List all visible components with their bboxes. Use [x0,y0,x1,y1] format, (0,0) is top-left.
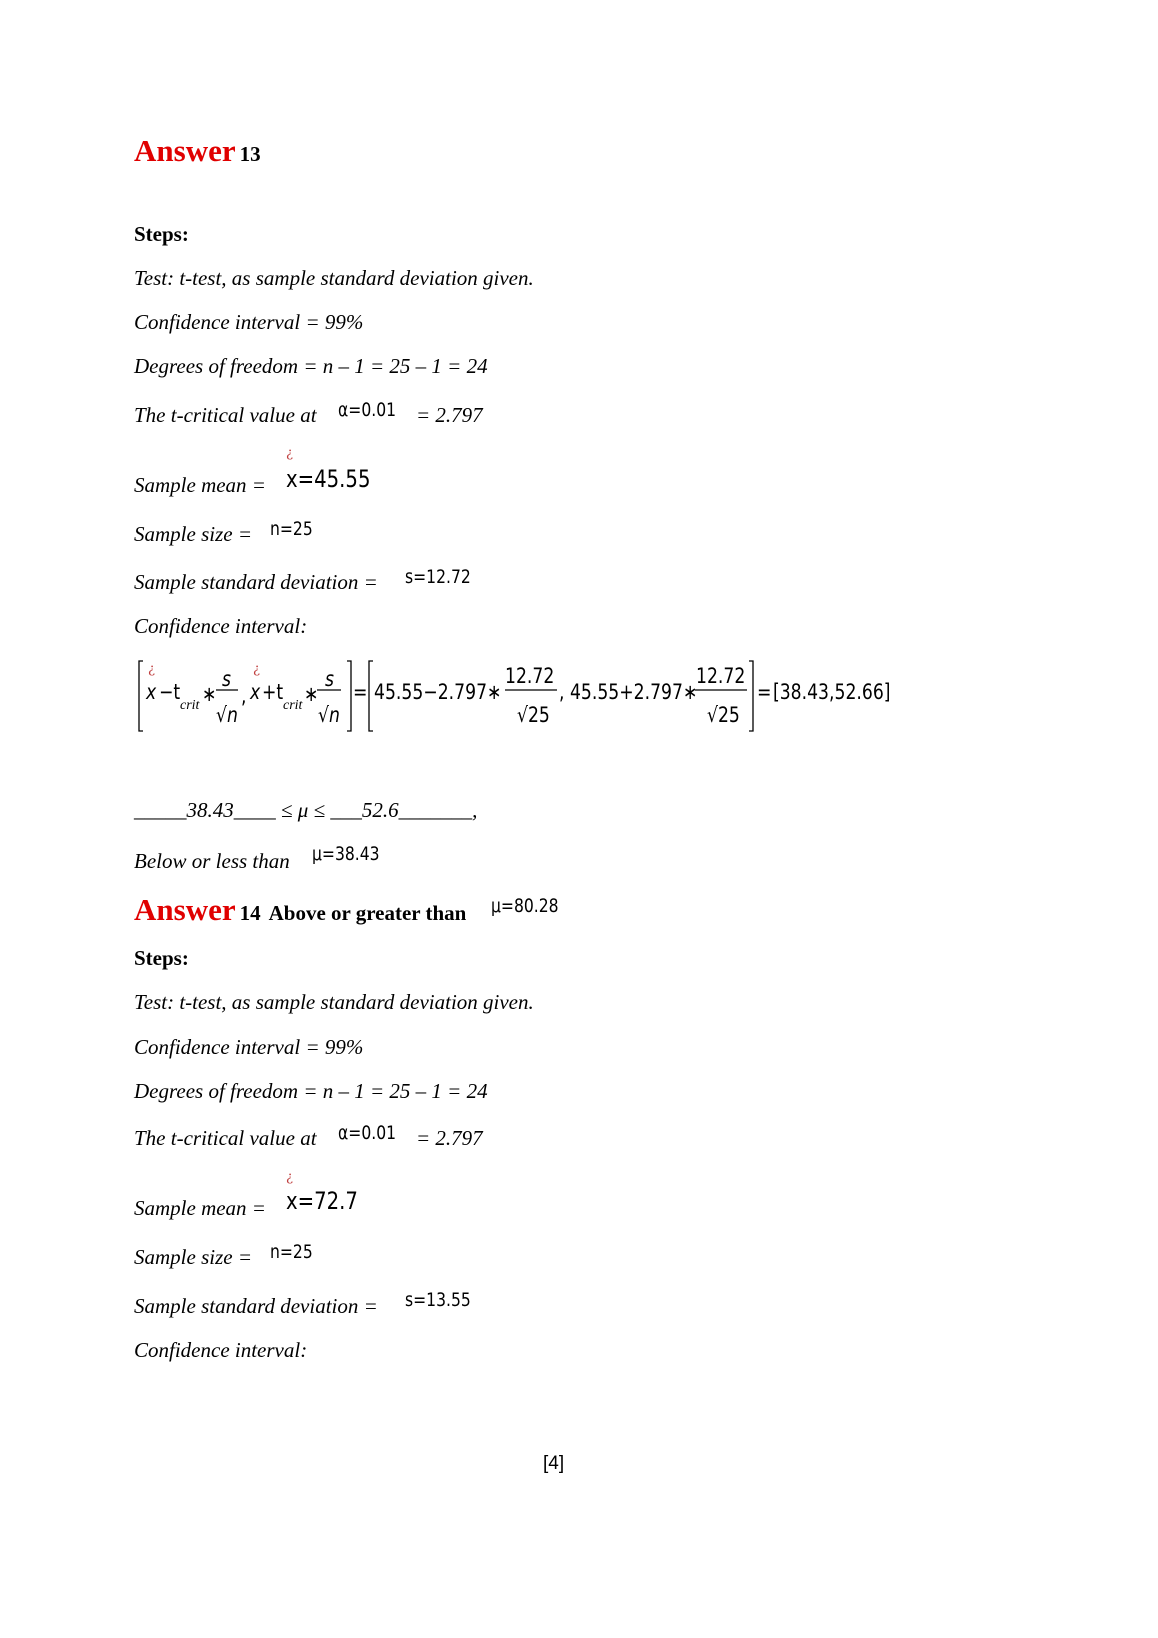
equals-sign: = [757,680,772,704]
size-label: Sample size = [134,522,252,546]
crit-subscript: crit [283,698,303,713]
ci-result: [38.43,52.66] [773,680,891,704]
answer-13-heading [134,133,261,169]
tcrit-prefix: The t-critical value at [134,1126,317,1150]
test-line: Test: t-test, as sample standard deviation given. [134,266,534,290]
frac-denominator: √25 [707,703,740,727]
frac-numerator: 12.72 [505,664,555,688]
above-label: Above or greater than [268,901,467,925]
frac-den-sqrtn: √n [216,703,238,727]
mean-label: Sample mean = [134,1196,266,1220]
left-bracket-1 [139,661,143,731]
frac-num-s: s [325,667,334,691]
tcrit-value: = 2.797 [416,403,483,427]
steps-label: Steps: [134,946,189,970]
sd-label: Sample standard deviation = [134,570,378,594]
inverted-question-glyph: ¿ [148,662,155,677]
frac-den-sqrtn: √n [318,703,340,727]
size-value: n=25 [270,1241,313,1263]
mean-value: x=45.55 [286,465,371,493]
right-bracket-2 [749,661,753,731]
comma: , [241,684,247,708]
answer-word: Answer [134,133,236,168]
dof-line: Degrees of freedom = n – 1 = 25 – 1 = 24 [134,354,488,378]
left-bracket-2 [369,661,373,731]
mean-value: x=72.7 [286,1187,358,1215]
answer-number: 13 [239,142,261,166]
right-bracket-1 [347,661,351,731]
sd-value: s=13.55 [405,1289,471,1311]
x-bar-symbol: x [146,680,157,704]
frac-num-s: s [222,667,231,691]
size-value: n=25 [270,518,313,540]
sd-value: s=12.72 [405,566,471,588]
inverted-question-glyph: ¿ [253,662,260,677]
page-number: [4] [543,1453,565,1474]
tcrit-value: = 2.797 [416,1126,483,1150]
steps-label: Steps: [134,222,189,246]
crit-subscript: crit [180,698,200,713]
lower-expression: 45.55−2.797∗ [374,680,502,704]
dof-line: Degrees of freedom = n – 1 = 25 – 1 = 24 [134,1079,488,1103]
star-symbol: ∗ [202,682,217,706]
frac-denominator: √25 [517,703,550,727]
tcrit-prefix: The t-critical value at [134,403,317,427]
sd-label: Sample standard deviation = [134,1294,378,1318]
interval-line: _____38.43____ ≤ μ ≤ ___52.6_______, [134,798,478,822]
alpha-value: α=0.01 [338,399,397,421]
size-label: Sample size = [134,1245,252,1269]
answer-14-heading [134,892,466,928]
confidence-line: Confidence interval = 99% [134,310,364,334]
minus-t-symbol: −t [159,680,181,704]
inverted-question-glyph: ¿ [286,446,293,461]
equals-sign: = [353,680,368,704]
answer-word: Answer [134,892,236,927]
above-value: μ=80.28 [491,895,559,917]
answer-number: 14 [239,901,261,925]
mean-label: Sample mean = [134,473,266,497]
plus-t-symbol: +t [262,680,284,704]
below-label: Below or less than [134,849,290,873]
ci-label: Confidence interval: [134,1338,308,1362]
alpha-value: α=0.01 [338,1122,397,1144]
confidence-line: Confidence interval = 99% [134,1035,364,1059]
x-bar-symbol: x [250,680,261,704]
ci-label: Confidence interval: [134,614,308,638]
upper-expression: , 45.55+2.797∗ [559,680,698,704]
test-line: Test: t-test, as sample standard deviation given. [134,990,534,1014]
frac-numerator: 12.72 [696,664,746,688]
inverted-question-glyph: ¿ [286,1170,293,1185]
below-value: μ=38.43 [312,843,380,865]
star-symbol: ∗ [304,682,319,706]
